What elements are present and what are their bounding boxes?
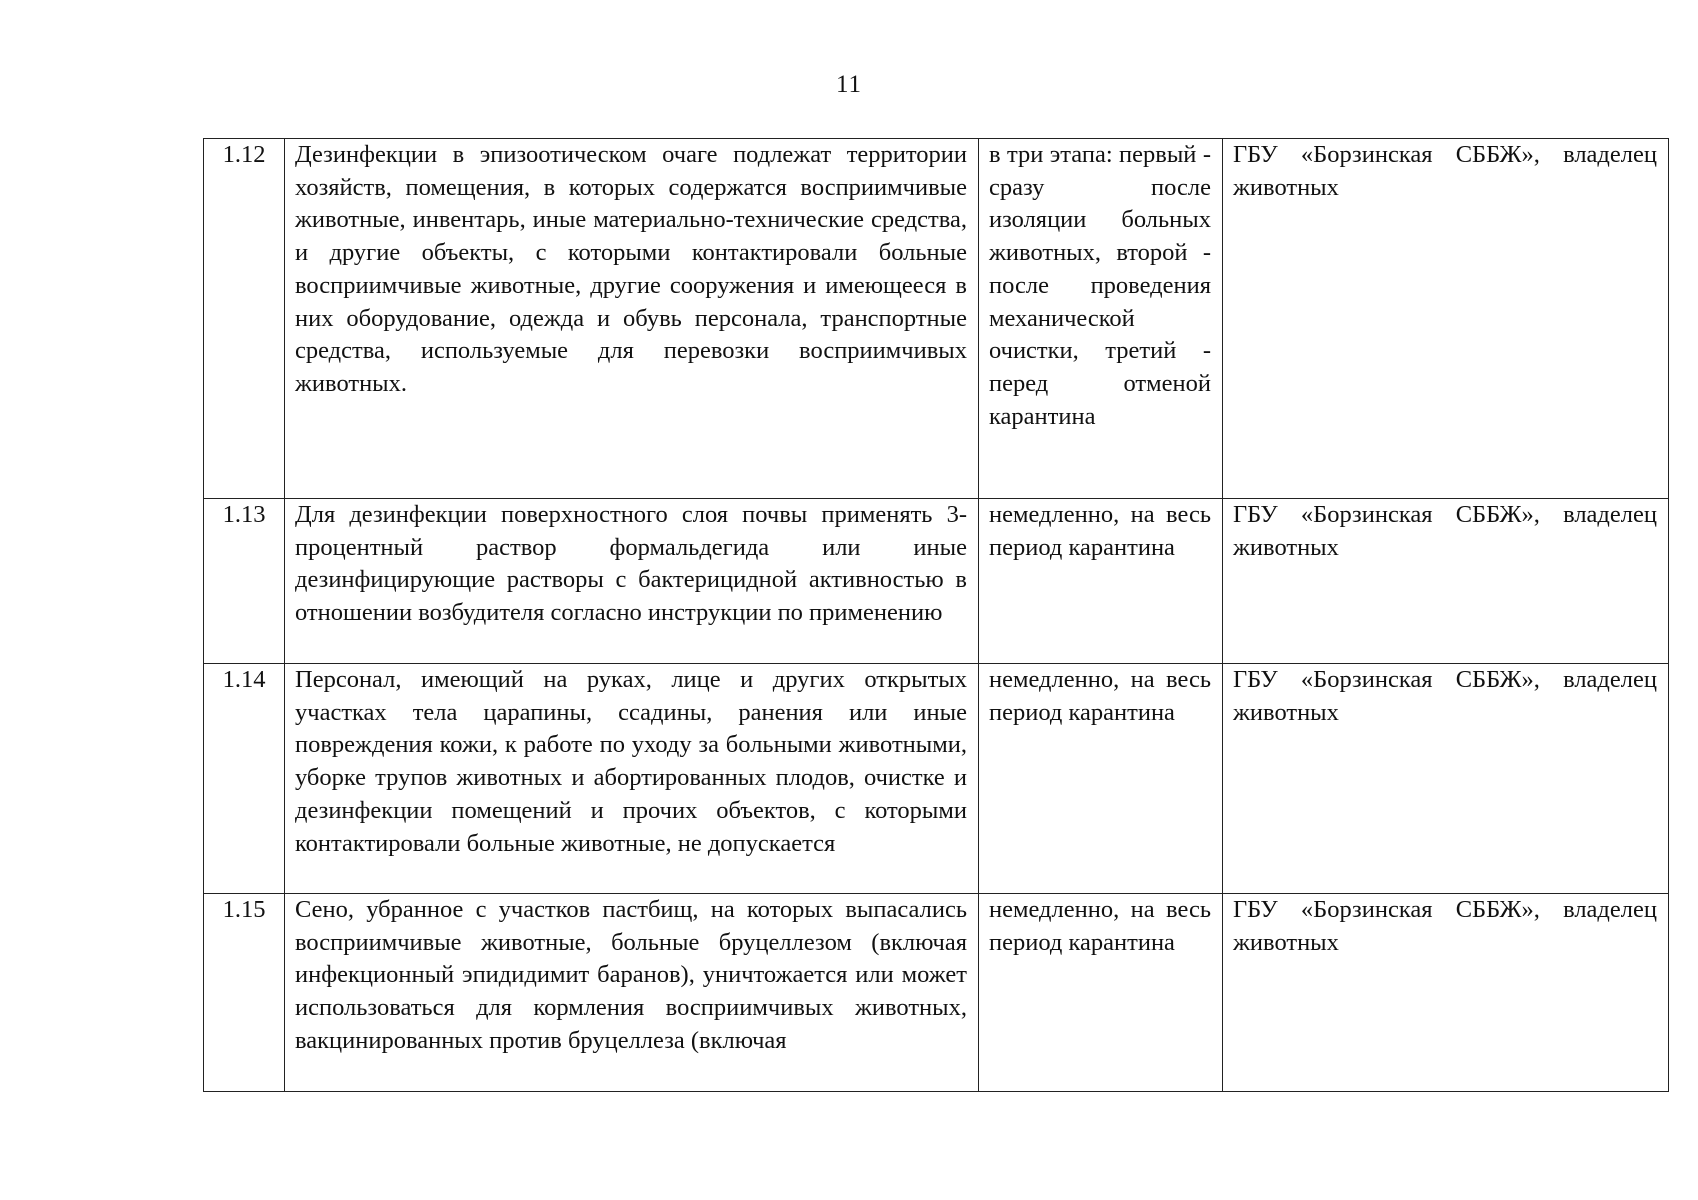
measures-table <box>203 138 1669 1092</box>
item-number: 1.12 <box>204 139 285 499</box>
measure-term: немедленно, на весь период карантина <box>979 664 1223 894</box>
page-number: 11 <box>835 71 863 98</box>
measure-term: немедленно, на весь период карантина <box>979 894 1223 1092</box>
measure-responsible: ГБУ «Борзинская СББЖ», владелец животных <box>1223 894 1669 1092</box>
measure-term: немедленно, на весь период карантина <box>979 499 1223 664</box>
table-row <box>204 664 1669 894</box>
item-number: 1.13 <box>204 499 285 664</box>
table-row <box>204 894 1669 1092</box>
item-number: 1.14 <box>204 664 285 894</box>
item-number: 1.15 <box>204 894 285 1092</box>
measure-responsible: ГБУ «Борзинская СББЖ», владелец животных <box>1223 664 1669 894</box>
measure-responsible: ГБУ «Борзинская СББЖ», владелец животных <box>1223 139 1669 499</box>
table-row <box>204 139 1669 499</box>
measure-term: в три этапа: первый - сразу после изоляции больных животных, второй - после проведения механической очистки, третий - перед отменой карантина <box>979 139 1223 499</box>
measure-responsible: ГБУ «Борзинская СББЖ», владелец животных <box>1223 499 1669 664</box>
measure-description: Дезинфекции в эпизоотическом очаге подлежат территории хозяйств, помещения, в которых содержатся восприимчивые животные, инвентарь, иные материально-технические средства, и другие объекты, с которыми контактировали больные восприимчивые животные, другие сооружения и имеющееся в них оборудование, одежда и обувь персонала, транспортные средства, используемые для перевозки восприимчивых животных. <box>285 139 979 499</box>
measure-description: Сено, убранное с участков пастбищ, на которых выпасались восприимчивые животные, больные бруцеллезом (включая инфекционный эпидидимит баранов), уничтожается или может использоваться для кормления восприимчивых животных, вакцинированных против бруцеллеза (включая <box>285 894 979 1092</box>
table-row <box>204 499 1669 664</box>
measure-description: Для дезинфекции поверхностного слоя почвы применять 3-процентный раствор формальдегида или иные дезинфицирующие растворы с бактерицидной активностью в отношении возбудителя согласно инструкции по применению <box>285 499 979 664</box>
measure-description: Персонал, имеющий на руках, лице и других открытых участках тела царапины, ссадины, ранения или иные повреждения кожи, к работе по уходу за больными животными, уборке трупов животных и абортированных плодов, очистке и дезинфекции помещений и прочих объектов, с которыми контактировали больные животные, не допускается <box>285 664 979 894</box>
